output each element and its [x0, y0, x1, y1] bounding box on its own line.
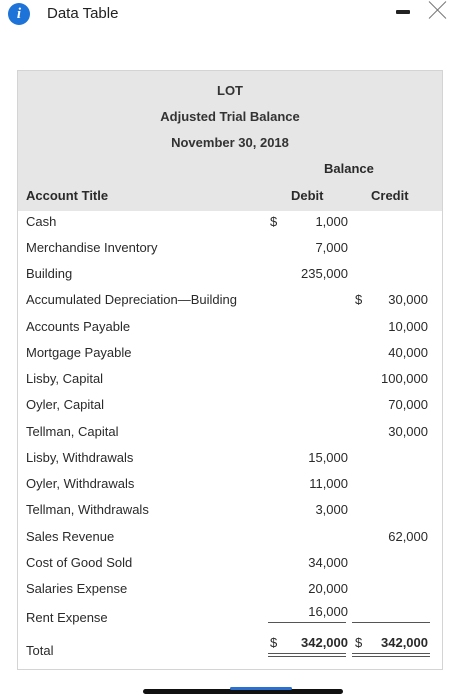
home-indicator-accent	[230, 687, 292, 690]
debit-amount: 235,000	[301, 266, 348, 281]
debit-dollar-sign: $	[270, 214, 278, 229]
total-credit: 342,000	[381, 635, 428, 650]
account-name: Accumulated Depreciation—Building	[26, 292, 238, 307]
debit-subtotal-line	[268, 622, 346, 623]
window-title: Data Table	[47, 5, 119, 22]
account-name: Tellman, Withdrawals	[26, 502, 149, 517]
account-name: Salaries Expense	[26, 581, 128, 596]
debit-double-line-1	[268, 653, 346, 654]
minimize-button[interactable]	[396, 10, 410, 14]
account-name: Accounts Payable	[26, 319, 131, 334]
account-name: Merchandise Inventory	[26, 240, 158, 255]
account-name: Sales Revenue	[26, 529, 115, 544]
credit-amount: 30,000	[388, 424, 428, 439]
debit-double-line-2	[268, 656, 346, 657]
close-button[interactable]	[428, 0, 448, 20]
account-name: Cost of Good Sold	[26, 555, 133, 570]
credit-amount: 30,000	[388, 292, 428, 307]
account-name: Oyler, Withdrawals	[26, 476, 135, 491]
credit-double-line-1	[352, 653, 430, 654]
statement-title: Adjusted Trial Balance	[160, 109, 300, 124]
account-name: Tellman, Capital	[26, 424, 119, 439]
credit-amount: 70,000	[388, 397, 428, 412]
statement-date: November 30, 2018	[171, 135, 289, 150]
debit-amount: 7,000	[315, 240, 348, 255]
data-table-sheet	[17, 70, 443, 670]
debit-amount: 15,000	[308, 450, 348, 465]
credit-header: Credit	[371, 188, 409, 203]
credit-amount: 40,000	[388, 345, 428, 360]
account-name: Lisby, Capital	[26, 371, 104, 386]
info-icon: i	[8, 3, 30, 25]
account-name: Cash	[26, 214, 57, 229]
debit-amount: 34,000	[308, 555, 348, 570]
debit-amount: 11,000	[309, 476, 348, 491]
total-debit: 342,000	[301, 635, 348, 650]
account-name: Lisby, Withdrawals	[26, 450, 134, 465]
credit-amount: 62,000	[388, 529, 428, 544]
debit-amount: 20,000	[308, 581, 348, 596]
balance-header: Balance	[324, 161, 374, 176]
account-name: Mortgage Payable	[26, 345, 132, 360]
total-credit-dollar: $	[355, 635, 363, 650]
total-label: Total	[26, 643, 54, 658]
account-name: Rent Expense	[26, 610, 108, 625]
account-name: Oyler, Capital	[26, 397, 105, 412]
debit-header: Debit	[291, 188, 324, 203]
credit-subtotal-line	[352, 622, 430, 623]
debit-amount: 3,000	[315, 502, 348, 517]
credit-dollar-sign: $	[355, 292, 363, 307]
company-name: LOT	[217, 83, 243, 98]
credit-amount: 10,000	[388, 319, 428, 334]
account-name: Building	[26, 266, 73, 281]
debit-amount: 1,000	[315, 214, 348, 229]
total-debit-dollar: $	[270, 635, 278, 650]
credit-amount: 100,000	[381, 371, 428, 386]
window-titlebar	[0, 0, 450, 30]
debit-amount: 16,000	[308, 604, 348, 619]
account-title-header: Account Title	[26, 188, 109, 203]
credit-double-line-2	[352, 656, 430, 657]
